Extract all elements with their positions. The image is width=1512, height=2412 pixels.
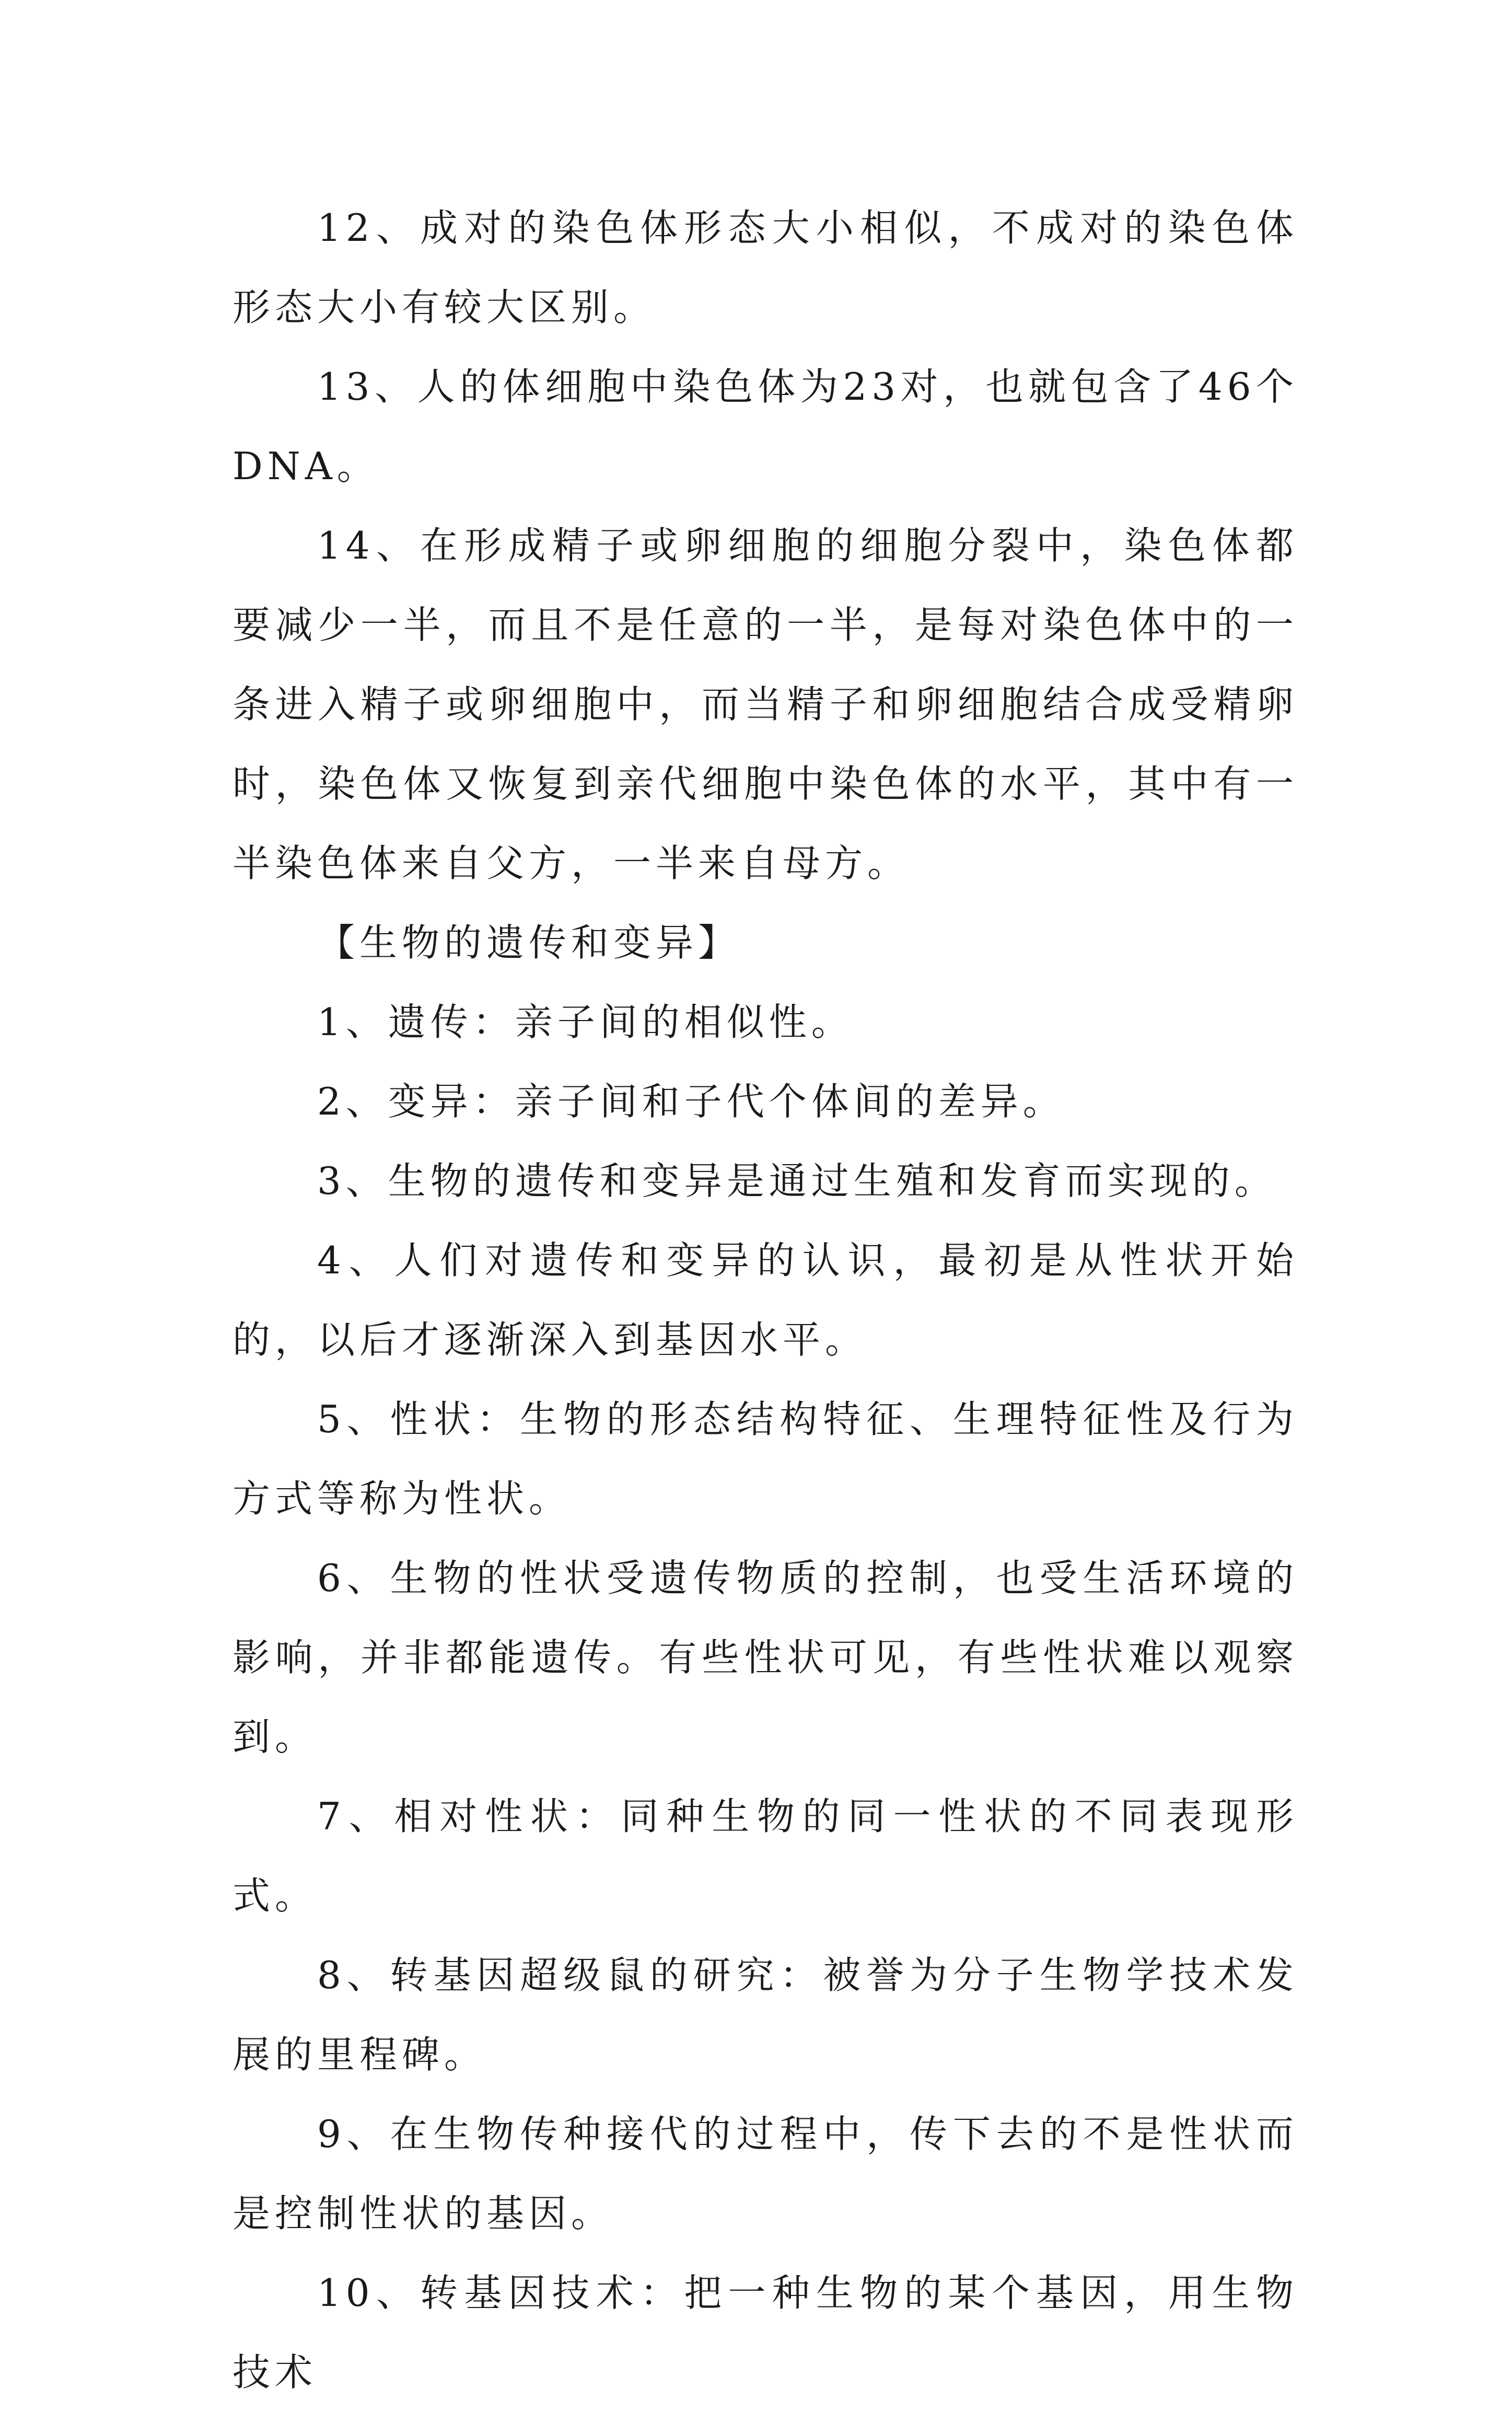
paragraph-10: 10、转基因技术：把一种生物的某个基因，用生物技术 xyxy=(232,2271,1298,2394)
paragraph-7: 7、相对性状：同种生物的同一性状的不同表现形式。 xyxy=(232,1794,1298,1918)
paragraph-13: 13、人的体细胞中染色体为23对，也就包含了46个DNA。 xyxy=(232,365,1298,488)
paragraph-14: 14、在形成精子或卵细胞的细胞分裂中，染色体都要减少一半，而且不是任意的一半，是每对染色体中的一条进入精子或卵细胞中，而当精子和卵细胞结合成受精卵时，染色体又恢复到亲代细胞中染色体的水平，其中有一半染色体来自父方，一半来自母方。 xyxy=(232,524,1298,885)
paragraph-1: 1、遗传：亲子间的相似性。 xyxy=(317,1000,854,1044)
section-heading: 【生物的遗传和变异】 xyxy=(317,921,741,965)
document-body xyxy=(232,188,1298,2412)
paragraph-9: 9、在生物传种接代的过程中，传下去的不是性状而是控制性状的基因。 xyxy=(232,2112,1298,2235)
paragraph-6: 6、生物的性状受遗传物质的控制，也受生活环境的影响，并非都能遗传。有些性状可见，有些性状难以观察到。 xyxy=(232,1556,1298,1759)
paragraph-5: 5、性状：生物的形态结构特征、生理特征性及行为方式等称为性状。 xyxy=(232,1397,1298,1521)
paragraph-3: 3、生物的遗传和变异是通过生殖和发育而实现的。 xyxy=(317,1159,1277,1203)
paragraph-8: 8、转基因超级鼠的研究：被誉为分子生物学技术发展的里程碑。 xyxy=(232,1953,1298,2077)
paragraph-4: 4、人们对遗传和变异的认识，最初是从性状开始的，以后才逐渐深入到基因水平。 xyxy=(232,1238,1298,1362)
paragraph-12: 12、成对的染色体形态大小相似，不成对的染色体形态大小有较大区别。 xyxy=(232,206,1298,329)
paragraph-2: 2、变异：亲子间和子代个体间的差异。 xyxy=(317,1080,1065,1123)
